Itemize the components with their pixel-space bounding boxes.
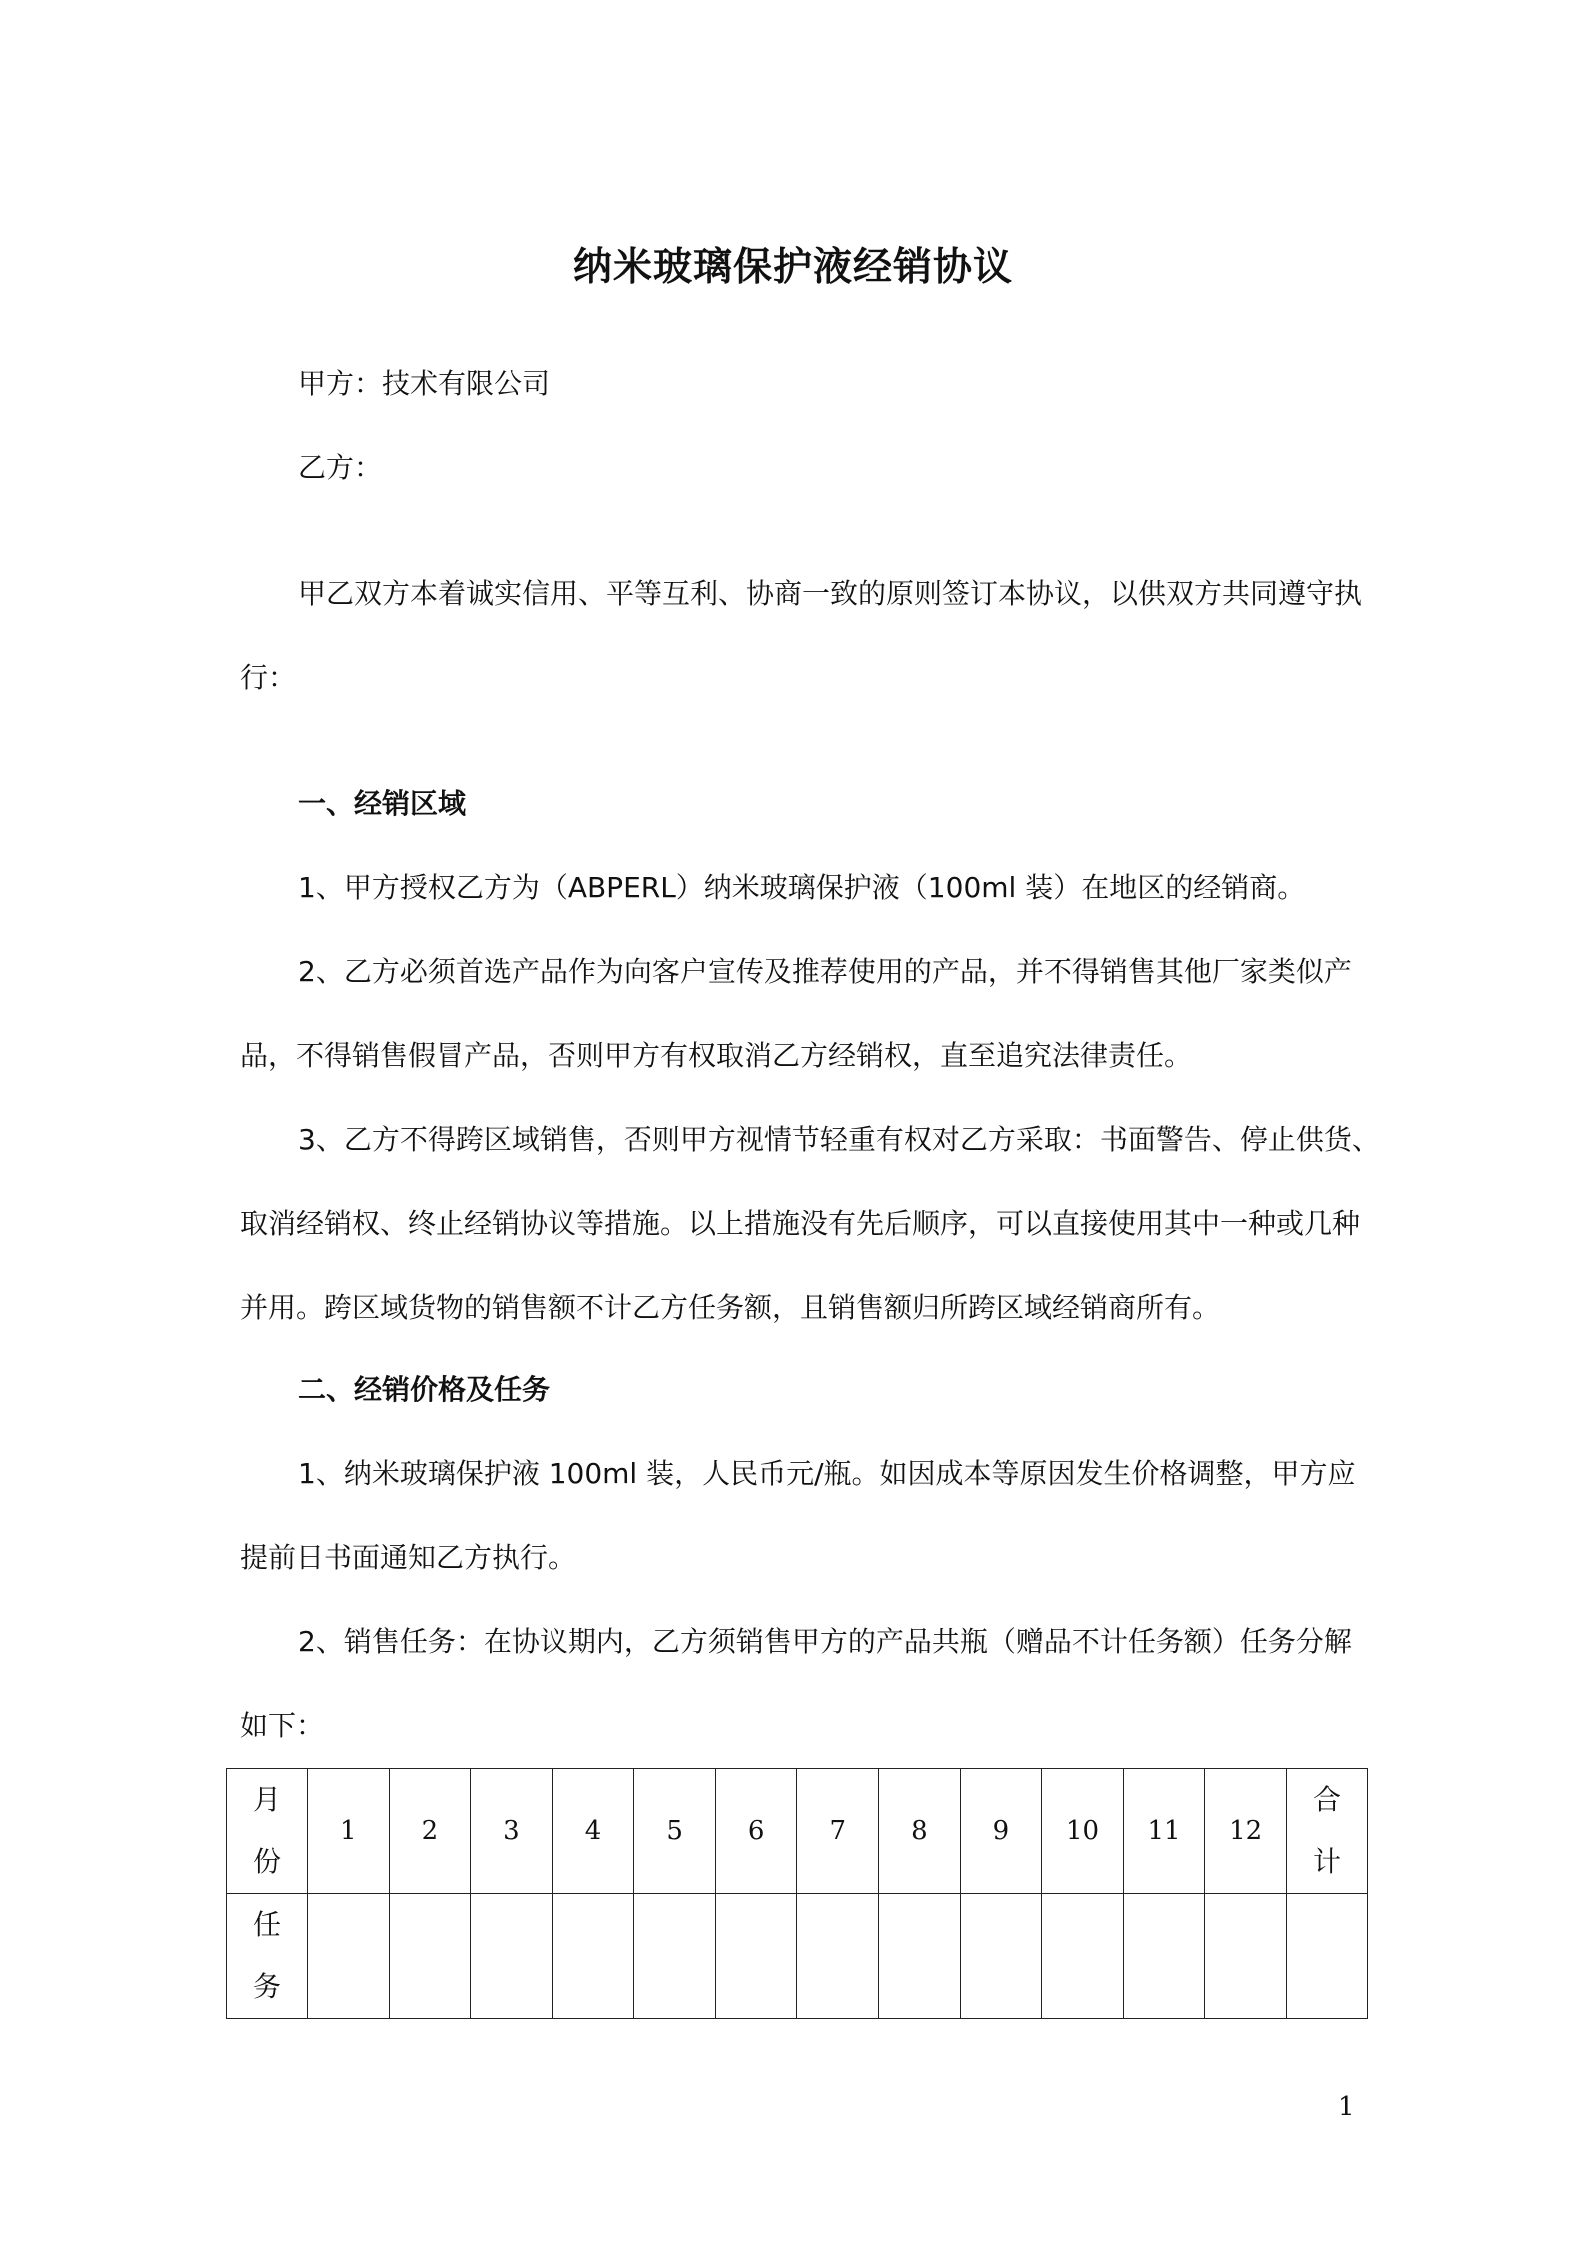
- task-cell: [797, 1894, 879, 2019]
- total-label-char-2: 计: [1312, 1845, 1341, 1878]
- task-cell: [1205, 1894, 1287, 2019]
- task-row-label: [227, 1894, 308, 2019]
- task-total-cell: [1287, 1894, 1368, 2019]
- month-label-char-1: 月: [252, 1783, 281, 1816]
- month-cell: 9: [960, 1769, 1042, 1894]
- month-row-label: [227, 1769, 308, 1894]
- month-cell: 7: [797, 1769, 879, 1894]
- section-1-clause-3-line-1: 3、乙方不得跨区域销售，否则甲方视情节轻重有权对乙方采取：书面警告、停止供货、: [298, 1123, 1380, 1156]
- task-cell: [715, 1894, 797, 2019]
- month-cell: 4: [552, 1769, 634, 1894]
- sales-task-table: [226, 1768, 1368, 2019]
- month-cell: 12: [1205, 1769, 1287, 1894]
- task-label-char-2: 务: [252, 1970, 281, 2003]
- task-cell: [552, 1894, 634, 2019]
- section-1-clause-3-line-2: 取消经销权、终止经销协议等措施。以上措施没有先后顺序，可以直接使用其中一种或几种: [240, 1207, 1361, 1240]
- section-2-clause-1-line-1: 1、纳米玻璃保护液 100ml 装，人民币元/瓶。如因成本等原因发生价格调整，甲方应: [298, 1457, 1356, 1490]
- section-2-heading: 二、经销价格及任务: [298, 1373, 551, 1406]
- task-cell: [634, 1894, 716, 2019]
- section-1-clause-2-line-1: 2、乙方必须首选产品作为向客户宣传及推荐使用的产品，并不得销售其他厂家类似产: [298, 955, 1352, 988]
- task-cell: [960, 1894, 1042, 2019]
- task-cell: [1042, 1894, 1124, 2019]
- task-cell: [389, 1894, 471, 2019]
- month-cell: 8: [879, 1769, 961, 1894]
- table-row-months: [227, 1769, 1368, 1894]
- section-2-clause-2-line-1: 2、销售任务：在协议期内，乙方须销售甲方的产品共瓶（赠品不计任务额）任务分解: [298, 1625, 1352, 1658]
- section-1-clause-2-line-2: 品，不得销售假冒产品，否则甲方有权取消乙方经销权，直至追究法律责任。: [240, 1039, 1193, 1072]
- section-1-clause-1: 1、甲方授权乙方为（ABPERL）纳米玻璃保护液（100ml 装）在地区的经销商。: [298, 871, 1306, 904]
- task-cell: [308, 1894, 390, 2019]
- task-cell: [1123, 1894, 1205, 2019]
- party-b: 乙方：: [298, 451, 383, 484]
- section-1-heading: 一、经销区域: [298, 787, 467, 820]
- month-cell: 2: [389, 1769, 471, 1894]
- month-cell: 6: [715, 1769, 797, 1894]
- task-cell: [471, 1894, 553, 2019]
- month-cell: 3: [471, 1769, 553, 1894]
- intro-line-1: 甲乙双方本着诚实信用、平等互利、协商一致的原则签订本协议，以供双方共同遵守执: [298, 577, 1363, 610]
- table-row-tasks: [227, 1894, 1368, 2019]
- month-cell: 10: [1042, 1769, 1124, 1894]
- section-2-clause-2-line-2: 如下：: [240, 1709, 325, 1742]
- party-a: 甲方：技术有限公司: [298, 367, 551, 400]
- month-cell: 11: [1123, 1769, 1205, 1894]
- month-cell: 5: [634, 1769, 716, 1894]
- intro-line-2: 行：: [240, 661, 297, 694]
- section-1-clause-3-line-3: 并用。跨区域货物的销售额不计乙方任务额，且销售额归所跨区域经销商所有。: [240, 1291, 1221, 1324]
- task-cell: [879, 1894, 961, 2019]
- month-label-char-2: 份: [252, 1845, 281, 1878]
- section-2-clause-1-line-2: 提前日书面通知乙方执行。: [240, 1541, 577, 1574]
- page-number: 1: [1338, 2092, 1355, 2122]
- total-label-char-1: 合: [1312, 1783, 1341, 1816]
- total-header: [1287, 1769, 1368, 1894]
- document-title: 纳米玻璃保护液经销协议: [572, 245, 1013, 290]
- task-label-char-1: 任: [252, 1908, 281, 1941]
- month-cell: 1: [308, 1769, 390, 1894]
